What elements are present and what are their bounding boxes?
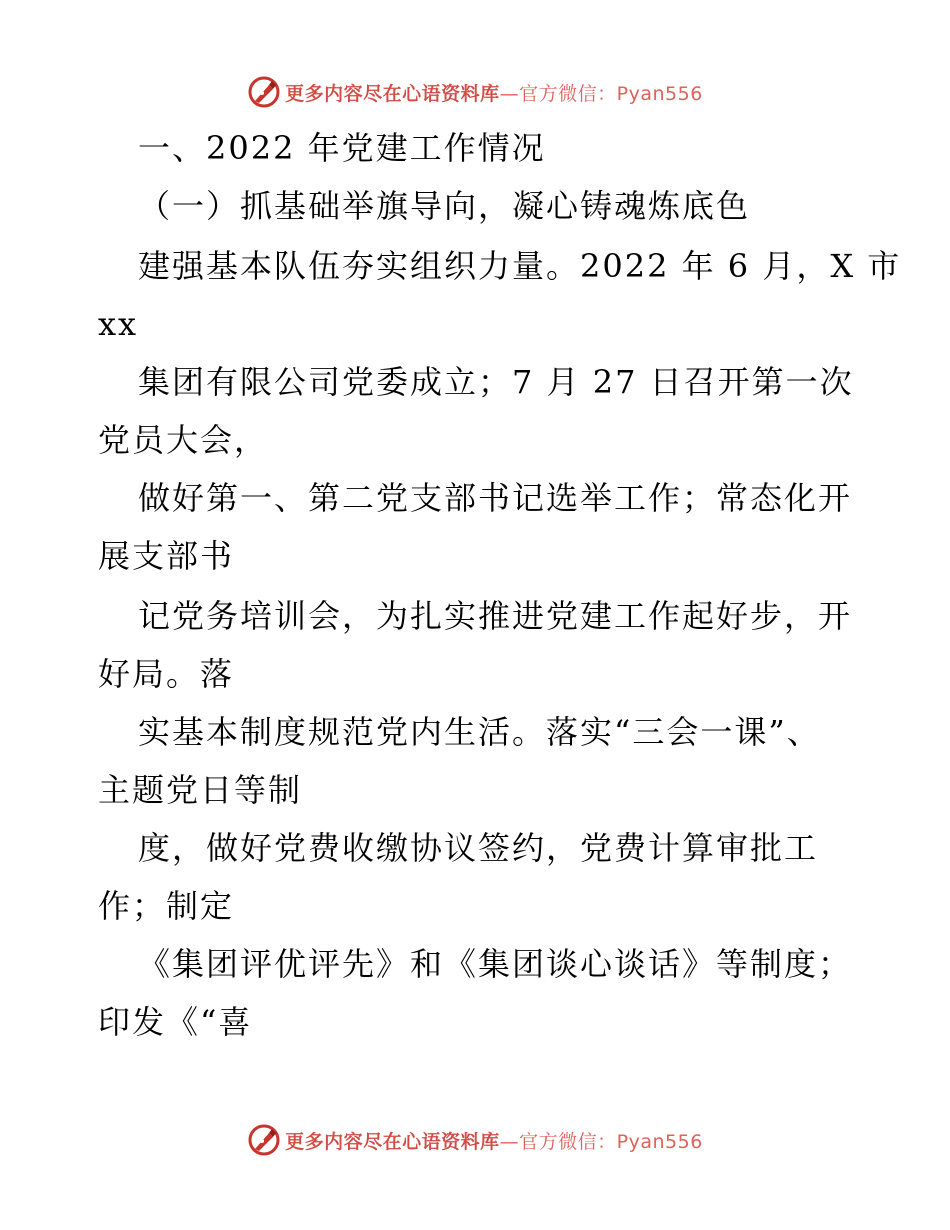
body-line: 展支部书 bbox=[98, 537, 235, 575]
watermark-main-text: 更多内容尽在心语资料库 bbox=[285, 82, 500, 105]
body-line: 好局。落 bbox=[98, 655, 235, 693]
footer-watermark bbox=[0, 1120, 950, 1160]
pen-logo-icon bbox=[247, 1123, 281, 1157]
body-line: 党员大会， bbox=[98, 421, 269, 459]
body-line: 《集团评优评先》和《集团谈心谈话》等制度； bbox=[138, 945, 853, 983]
body-line: 印发《“喜 bbox=[98, 1003, 253, 1041]
body-line: xx bbox=[98, 305, 139, 343]
body-line: 建强基本队伍夯实组织力量。2022 年 6 月，X 市 bbox=[138, 247, 902, 285]
watermark-contact-text: —官方微信：Pyan556 bbox=[499, 82, 703, 105]
watermark-main-text: 更多内容尽在心语资料库 bbox=[285, 1130, 500, 1153]
body-line: 作；制定 bbox=[98, 887, 235, 925]
subsection-heading: （一）抓基础举旗导向，凝心铸魂炼底色 bbox=[138, 187, 751, 225]
header-watermark bbox=[0, 72, 950, 112]
section-heading: 一、2022 年党建工作情况 bbox=[138, 129, 546, 167]
pen-logo-icon bbox=[247, 75, 281, 109]
watermark-text bbox=[285, 1127, 703, 1154]
body-line: 做好第一、第二党支部书记选举工作；常态化开 bbox=[138, 479, 853, 517]
body-line: 主题党日等制 bbox=[98, 771, 303, 809]
watermark-text bbox=[285, 79, 703, 106]
watermark-contact-text: —官方微信：Pyan556 bbox=[499, 1130, 703, 1153]
body-line: 记党务培训会，为扎实推进党建工作起好步，开 bbox=[138, 597, 853, 635]
body-line: 度，做好党费收缴协议签约，党费计算审批工 bbox=[138, 829, 819, 867]
body-line: 集团有限公司党委成立；7 月 27 日召开第一次 bbox=[138, 363, 854, 401]
body-line: 实基本制度规范党内生活。落实“三会一课”、 bbox=[138, 713, 821, 751]
